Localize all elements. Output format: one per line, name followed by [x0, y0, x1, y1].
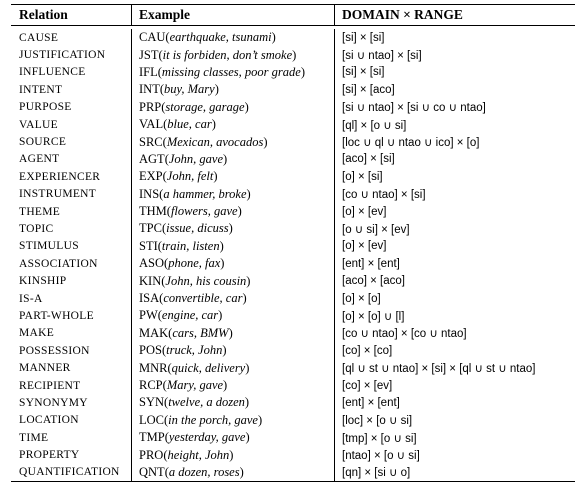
example-code: SRC [139, 134, 163, 149]
example-code: SYN [139, 395, 165, 410]
example-cell: PRP ( storage, garage ) [132, 99, 335, 116]
example-code: POS [139, 343, 162, 358]
relation-cell: TOPIC [11, 220, 132, 237]
example-args: in the porch, gave [168, 412, 258, 427]
example-cell: QNT ( a dozen, roses ) [132, 464, 335, 481]
relation-cell: PROPERTY [11, 446, 132, 463]
table-row [11, 377, 575, 394]
relation-cell: INSTRUMENT [11, 186, 132, 203]
example-args: issue, dicuss [166, 221, 229, 236]
example-cell: IFL ( missing classes, poor grade ) [132, 64, 335, 81]
example-cell: JST ( it is forbiden, don’t smoke ) [132, 46, 335, 63]
example-args: cars, BMW [172, 325, 229, 340]
table-row [11, 429, 575, 446]
example-args: missing classes, poor grade [161, 64, 301, 79]
header-domain-range [335, 5, 575, 25]
relation-cell: EXPERIENCER [11, 168, 132, 185]
domain-range-cell: [o] × [ev] [342, 240, 387, 253]
table-row [11, 325, 575, 342]
table-row [11, 151, 575, 168]
table-row [11, 464, 575, 481]
relation-cell: IS-A [11, 290, 132, 307]
example-cell: THM ( flowers, gave ) [132, 203, 335, 220]
table-row [11, 255, 575, 272]
table-row [11, 290, 575, 307]
example-args: John, his cousin [165, 273, 247, 288]
domain-range-cell: [tmp] × [o ∪ si] [342, 432, 417, 445]
relations-table [11, 4, 575, 482]
example-args: buy, Mary [164, 82, 215, 97]
header-example: Example [132, 5, 335, 25]
example-code: AGT [139, 151, 165, 166]
example-code: IFL [139, 64, 158, 79]
example-code: MAK [139, 325, 169, 340]
example-cell: EXP ( John, felt ) [132, 168, 335, 185]
example-args: flowers, gave [170, 204, 238, 219]
relation-cell: POSSESSION [11, 342, 132, 359]
relation-cell: QUANTIFICATION [11, 464, 132, 481]
table-row [11, 133, 575, 150]
example-cell: TPC ( issue, dicuss ) [132, 220, 335, 237]
domain-range-cell: [si] × [aco] [342, 83, 395, 96]
example-cell: ISA ( convertible, car ) [132, 290, 335, 307]
table-row [11, 238, 575, 255]
example-args: train, listen [161, 238, 220, 253]
example-code: PW [139, 308, 158, 323]
example-code: THM [139, 204, 167, 219]
table-row [11, 307, 575, 324]
example-args: quick, delivery [171, 360, 246, 375]
example-code: ASO [139, 256, 165, 271]
relation-cell: STIMULUS [11, 238, 132, 255]
example-args: storage, garage [165, 99, 245, 114]
relation-cell: TIME [11, 429, 132, 446]
table-row [11, 412, 575, 429]
example-cell: MNR ( quick, delivery ) [132, 359, 335, 376]
example-args: height, John [167, 447, 230, 462]
domain-range-cell: [o] × [si] [342, 170, 383, 183]
example-args: earthquake, tsunami [169, 30, 272, 45]
example-args: blue, car [167, 117, 212, 132]
domain-range-cell: [co ∪ ntao] × [si] [342, 189, 426, 202]
table-row [11, 186, 575, 203]
table-row [11, 220, 575, 237]
example-cell: INS ( a hammer, broke ) [132, 186, 335, 203]
example-cell: MAK ( cars, BMW ) [132, 325, 335, 342]
example-args: Mexican, avocados [166, 134, 264, 149]
domain-range-cell: [ql] × [o ∪ si] [342, 119, 407, 132]
domain-range-cell: [loc ∪ ql ∪ ntao ∪ ico] × [o] [342, 137, 480, 150]
example-args: yesterday, gave [168, 430, 246, 445]
example-code: TMP [139, 430, 165, 445]
example-code: PRO [139, 447, 164, 462]
table-body [11, 29, 575, 481]
header-relation: Relation [11, 5, 132, 25]
relation-cell: PART-WHOLE [11, 307, 132, 324]
domain-range-cell: [qn] × [si ∪ o] [342, 467, 411, 480]
table-row [11, 272, 575, 289]
example-cell: SRC ( Mexican, avocados ) [132, 133, 335, 150]
relation-cell: INTENT [11, 81, 132, 98]
table-row [11, 168, 575, 185]
domain-range-cell: [co] × [ev] [342, 379, 393, 392]
example-cell: INT ( buy, Mary ) [132, 81, 335, 98]
example-code: MNR [139, 360, 168, 375]
example-cell: AGT ( John, gave ) [132, 151, 335, 168]
domain-range-cell: [si ∪ ntao] × [si] [342, 50, 422, 63]
example-code: QNT [139, 464, 165, 479]
example-cell: PW ( engine, car ) [132, 307, 335, 324]
domain-range-cell: [o] × [ev] [342, 205, 387, 218]
table-row [11, 342, 575, 359]
example-args: John, felt [166, 169, 214, 184]
domain-range-cell: [aco] × [si] [342, 153, 395, 166]
domain-range-cell: [si] × [si] [342, 31, 385, 44]
example-args: engine, car [161, 308, 219, 323]
example-code: CAU [139, 30, 166, 45]
example-cell: PRO ( height, John ) [132, 446, 335, 463]
relation-cell: LOCATION [11, 412, 132, 429]
relation-cell: THEME [11, 203, 132, 220]
example-cell: ASO ( phone, fax ) [132, 255, 335, 272]
example-cell: VAL ( blue, car ) [132, 116, 335, 133]
relation-cell: SOURCE [11, 133, 132, 150]
domain-range-cell: [o] × [o] ∪ [l] [342, 310, 405, 323]
example-code: TPC [139, 221, 162, 236]
example-code: INT [139, 82, 160, 97]
example-args: twelve, a dozen [168, 395, 245, 410]
example-code: JST [139, 47, 159, 62]
example-code: VAL [139, 117, 164, 132]
domain-range-cell: [o] × [o] [342, 292, 381, 305]
example-code: KIN [139, 273, 162, 288]
example-cell: LOC ( in the porch, gave ) [132, 412, 335, 429]
example-cell: STI ( train, listen ) [132, 238, 335, 255]
example-code: RCP [139, 378, 163, 392]
domain-range-cell: [o ∪ si] × [ev] [342, 223, 410, 236]
example-cell: KIN ( John, his cousin ) [132, 272, 335, 289]
example-args: convertible, car [163, 291, 243, 306]
example-code: EXP [139, 169, 163, 184]
domain-range-cell: [ent] × [ent] [342, 257, 400, 270]
example-cell: RCP ( Mary, gave ) [132, 377, 335, 394]
domain-range-cell: [loc] × [o ∪ si] [342, 415, 413, 428]
relation-cell: RECIPIENT [11, 377, 132, 394]
example-cell: CAU ( earthquake, tsunami ) [132, 29, 335, 46]
domain-range-cell: [ntao] × [o ∪ si] [342, 450, 420, 463]
domain-range-cell: [co] × [co] [342, 344, 393, 357]
example-code: INS [139, 186, 160, 201]
example-cell: TMP ( yesterday, gave ) [132, 429, 335, 446]
table-row [11, 394, 575, 411]
relation-cell: KINSHIP [11, 272, 132, 289]
example-args: Mary, gave [166, 378, 224, 392]
table-row [11, 359, 575, 376]
example-code: LOC [139, 412, 164, 427]
table-header [11, 5, 575, 26]
relation-cell: SYNONYMY [11, 394, 132, 411]
relation-cell: VALUE [11, 116, 132, 133]
table-row [11, 203, 575, 220]
header-domain-range-text: DOMAIN × RANGE [342, 7, 463, 22]
domain-range-cell: [ql ∪ st ∪ ntao] × [si] × [ql ∪ st ∪ ntao] [342, 363, 536, 376]
table-row [11, 99, 575, 116]
domain-range-cell: [aco] × [aco] [342, 275, 405, 288]
example-args: a hammer, broke [163, 186, 247, 201]
relation-cell: AGENT [11, 151, 132, 168]
table-row [11, 81, 575, 98]
domain-range-cell: [si ∪ ntao] × [si ∪ co ∪ ntao] [342, 102, 486, 115]
example-args: truck, John [166, 343, 223, 358]
domain-range-cell: [si] × [si] [342, 66, 385, 79]
table-row [11, 116, 575, 133]
example-code: PRP [139, 99, 162, 114]
relation-cell: CAUSE [11, 29, 132, 46]
example-args: John, gave [168, 151, 224, 166]
table-row [11, 46, 575, 63]
domain-range-cell: [ent] × [ent] [342, 396, 400, 409]
relation-cell: JUSTIFICATION [11, 46, 132, 63]
example-code: STI [139, 238, 158, 253]
relation-cell: INFLUENCE [11, 64, 132, 81]
relation-cell: MAKE [11, 325, 132, 342]
example-args: phone, fax [168, 256, 221, 271]
table-row [11, 446, 575, 463]
example-code: ISA [139, 291, 160, 306]
domain-range-cell: [co ∪ ntao] × [co ∪ ntao] [342, 328, 467, 341]
example-args: it is forbiden, don’t smoke [162, 47, 293, 62]
table-row [11, 64, 575, 81]
relation-cell: MANNER [11, 359, 132, 376]
example-args: a dozen, roses [168, 464, 240, 479]
table-row [11, 29, 575, 46]
example-cell: SYN ( twelve, a dozen ) [132, 394, 335, 411]
relation-cell: PURPOSE [11, 99, 132, 116]
example-cell: POS ( truck, John ) [132, 342, 335, 359]
relation-cell: ASSOCIATION [11, 255, 132, 272]
